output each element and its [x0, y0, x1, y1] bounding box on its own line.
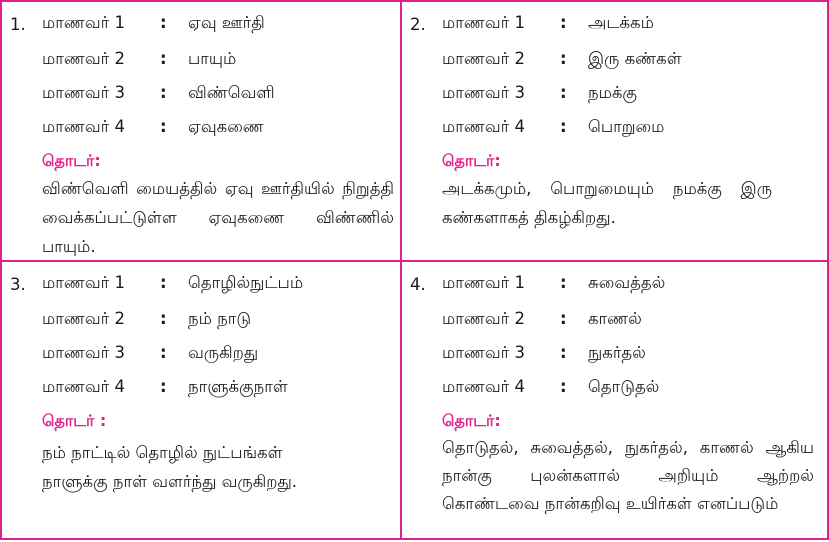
student-label: மாணவர் 3: [42, 83, 126, 102]
student-row: [42, 268, 392, 298]
card-number: 3.: [10, 275, 26, 294]
student-row: [442, 304, 812, 334]
card-number: 1.: [10, 15, 26, 34]
sentence-text: அடக்கமும், பொறுமையும் நமக்கு இரு கண்களாகத் திகழ்கிறது.: [442, 179, 772, 227]
colon: :: [560, 13, 567, 32]
student-answer: வருகிறது: [188, 343, 259, 362]
sentence-text: தொடுதல், சுவைத்தல், நுகர்தல், காணல் ஆகிய நான்கு புலன்களால் அறியும் ஆற்றல் கொண்டவை நான்கறிவு உயிர்கள் எனப்படும்: [442, 438, 814, 513]
student-label: மாணவர் 1: [442, 273, 526, 292]
sentence-heading: தொடர்:: [442, 411, 501, 430]
student-label: மாணவர் 2: [42, 49, 126, 68]
card-number: 4.: [410, 275, 426, 294]
colon: :: [560, 309, 567, 328]
card-2: [402, 2, 827, 262]
student-answer: ஏவுகணை: [188, 117, 264, 136]
student-label: மாணவர் 2: [442, 309, 526, 328]
student-answer: இரு கண்கள்: [588, 49, 682, 68]
student-row: [442, 268, 812, 298]
student-row: [442, 44, 812, 74]
student-row: [442, 78, 812, 108]
student-row: [42, 112, 392, 142]
student-answer: தொழில்நுட்பம்: [188, 273, 304, 292]
student-row: [42, 338, 392, 368]
student-answer: காணல்: [588, 309, 642, 328]
student-answer: நுகர்தல்: [588, 343, 646, 362]
student-answer: நமக்கு: [588, 83, 637, 102]
student-row: [42, 78, 392, 108]
student-label: மாணவர் 1: [42, 273, 126, 292]
colon: :: [160, 377, 167, 396]
student-answer: சுவைத்தல்: [588, 273, 666, 292]
student-row: [42, 44, 392, 74]
student-answer: அடக்கம்: [588, 13, 654, 32]
student-answer: நாளுக்குநாள்: [188, 377, 288, 396]
student-label: மாணவர் 1: [442, 13, 526, 32]
student-answer: விண்வெளி: [188, 83, 275, 102]
student-label: மாணவர் 4: [442, 377, 526, 396]
colon: :: [560, 343, 567, 362]
student-row: [442, 338, 812, 368]
student-row: [42, 304, 392, 334]
card-1: [2, 2, 402, 262]
colon: :: [560, 49, 567, 68]
sentence-text: விண்வெளி மையத்தில் ஏவு ஊர்தியில் நிறுத்தி வைக்கப்பட்டுள்ள ஏவுகணை விண்ணில் பாயும்.: [42, 179, 394, 256]
colon: :: [560, 117, 567, 136]
colon: :: [160, 309, 167, 328]
colon: :: [160, 49, 167, 68]
student-label: மாணவர் 1: [42, 13, 126, 32]
student-label: மாணவர் 4: [442, 117, 526, 136]
student-answer: நம் நாடு: [188, 309, 252, 328]
sentence-text: நம் நாட்டில் தொழில் நுட்பங்கள் நாளுக்கு நாள் வளர்ந்து வருகிறது.: [42, 443, 298, 491]
student-label: மாணவர் 2: [442, 49, 526, 68]
student-row: [442, 372, 812, 402]
colon: :: [560, 377, 567, 396]
colon: :: [160, 13, 167, 32]
student-label: மாணவர் 4: [42, 117, 126, 136]
student-label: மாணவர் 2: [42, 309, 126, 328]
card-4: [402, 262, 827, 538]
sentence-heading: தொடர்:: [42, 151, 101, 170]
student-answer: பொறுமை: [588, 117, 665, 136]
colon: :: [160, 343, 167, 362]
student-answer: ஏவு ஊர்தி: [188, 13, 265, 32]
student-row: [442, 8, 812, 38]
student-answer: தொடுதல்: [588, 377, 660, 396]
colon: :: [160, 273, 167, 292]
sentence-heading: தொடர் :: [42, 411, 107, 430]
student-label: மாணவர் 3: [442, 83, 526, 102]
colon: :: [160, 117, 167, 136]
colon: :: [560, 83, 567, 102]
student-answer: பாயும்: [188, 49, 237, 68]
colon: :: [560, 273, 567, 292]
student-label: மாணவர் 3: [42, 343, 126, 362]
student-row: [442, 112, 812, 142]
student-label: மாணவர் 4: [42, 377, 126, 396]
card-3: [2, 262, 402, 538]
colon: :: [160, 83, 167, 102]
student-row: [42, 372, 392, 402]
student-row: [42, 8, 392, 38]
card-number: 2.: [410, 15, 426, 34]
sentence-heading: தொடர்:: [442, 151, 501, 170]
student-label: மாணவர் 3: [442, 343, 526, 362]
